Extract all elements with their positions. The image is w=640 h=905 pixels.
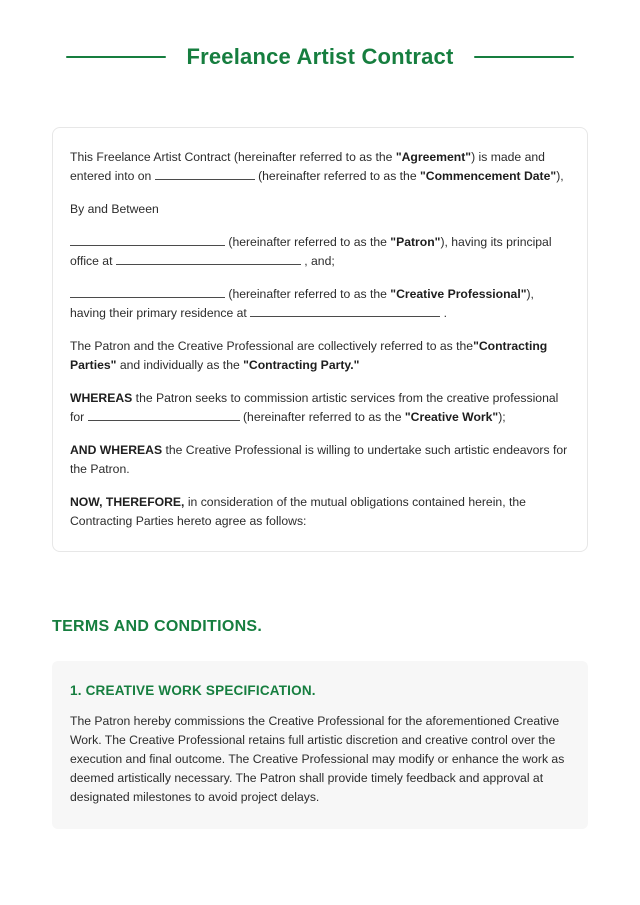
intro-paragraph: (hereinafter referred to as the "Creative Professional"), having their primary residence at . [70,287,534,320]
intro-paragraph: NOW, THEREFORE, in consideration of the mutual obligations contained herein, the Contracting Parties hereto agree as follows: [70,495,526,528]
patron-name-blank[interactable] [70,237,225,246]
intro-paragraph: This Freelance Artist Contract (hereinafter referred to as the "Agreement") is made and entered into on (hereinafter referred to as the "Commencement Date"), [70,150,564,183]
bold-term: "Commencement Date" [420,169,557,183]
title-rule-right [474,56,574,58]
commencement-date-blank[interactable] [155,171,255,180]
intro-card [52,127,588,552]
section-1-heading: 1. CREATIVE WORK SPECIFICATION. [70,683,316,698]
intro-paragraphs [68,148,572,531]
terms-and-conditions-heading: TERMS AND CONDITIONS. [52,618,263,635]
patron-office-blank[interactable] [116,256,301,265]
creative-professional-residence-blank[interactable] [250,308,440,317]
bold-term: "Agreement" [395,150,472,164]
bold-term: "Creative Professional" [390,287,527,301]
bold-term: "Contracting Parties" [70,339,548,372]
intro-paragraph: By and Between [70,202,159,216]
bold-term: "Creative Work" [404,410,499,424]
intro-paragraph: The Patron and the Creative Professional are collectively referred to as the"Contracting Parties" and individually as the "Contracting Party." [70,339,548,372]
title-rule-left [66,56,166,58]
document-title: Freelance Artist Contract [186,44,454,69]
intro-paragraph: AND WHEREAS the Creative Professional is willing to undertake such artistic endeavors for the Patron. [70,443,568,476]
intro-paragraph: WHEREAS the Patron seeks to commission artistic services from the creative professional for (hereinafter referred to as the "Creative Work"); [70,391,559,424]
creative-professional-name-blank[interactable] [70,289,225,298]
creative-work-blank[interactable] [88,412,240,421]
bold-term: AND WHEREAS [70,443,163,457]
bold-term: "Patron" [390,235,441,249]
document-header [0,0,640,70]
bold-term: "Contracting Party." [243,358,360,372]
bold-term: NOW, THEREFORE, [70,495,185,509]
section-1-card [52,661,588,829]
intro-paragraph: (hereinafter referred to as the "Patron"), having its principal office at , and; [70,235,552,268]
bold-term: WHEREAS [70,391,133,405]
section-1-body: The Patron hereby commissions the Creative Professional for the aforementioned Creative Work. The Creative Professional retains full artistic discretion and creative control over the execution and final outcome. The Creative Professional may modify or enhance the work as deemed artistically necessary. The Patron shall provide timely feedback and approval at designated milestones to avoid project delays. [70,714,565,804]
